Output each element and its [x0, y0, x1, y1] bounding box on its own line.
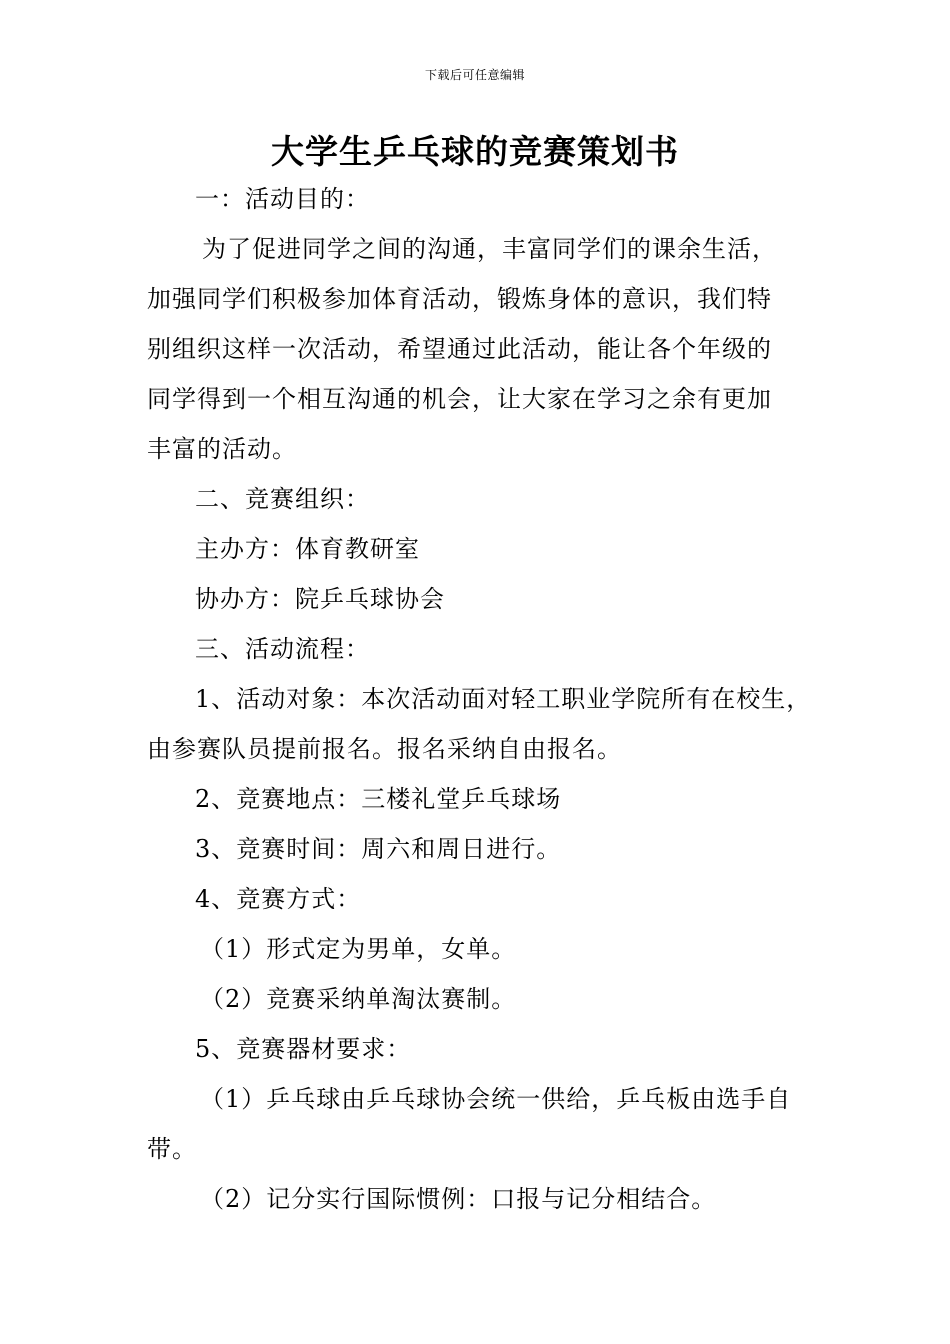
list-item: 1、活动对象：本次活动面对轻工职业学院所有在校生， — [195, 685, 812, 713]
organizer-line: 主办方：体育教研室 — [195, 535, 420, 563]
paragraph-line: 别组织这样一次活动，希望通过此活动，能让各个年级的 — [147, 335, 772, 363]
paragraph-line: 丰富的活动。 — [147, 435, 297, 463]
sub-list-item: （1）乒乓球由乒乓球协会统一供给，乒乓板由选手自 — [200, 1085, 792, 1113]
list-item: 3、竞赛时间：周六和周日进行。 — [195, 835, 562, 863]
section-heading-organization: 二、竞赛组织： — [195, 485, 370, 513]
sub-list-item: （2）竞赛采纳单淘汰赛制。 — [200, 985, 517, 1013]
list-item-continuation: 由参赛队员提前报名。报名采纳自由报名。 — [147, 735, 622, 763]
document-title: 大学生乒乓球的竞赛策划书 — [271, 132, 679, 171]
section-heading-purpose: 一：活动目的： — [195, 185, 370, 213]
sub-list-item: （1）形式定为男单，女单。 — [200, 935, 517, 963]
paragraph-line: 同学得到一个相互沟通的机会，让大家在学习之余有更加 — [147, 385, 772, 413]
paragraph-line: 加强同学们积极参加体育活动，锻炼身体的意识，我们特 — [147, 285, 772, 313]
paragraph-line: 为了促进同学之间的沟通，丰富同学们的课余生活， — [202, 235, 777, 263]
document-body — [147, 174, 812, 1224]
list-item: 4、竞赛方式： — [195, 885, 362, 913]
list-item: 5、竞赛器材要求： — [195, 1035, 412, 1063]
sub-list-item-continuation: 带。 — [147, 1135, 197, 1163]
header-note: 下载后可任意编辑 — [424, 68, 525, 82]
list-item: 2、竞赛地点：三楼礼堂乒乓球场 — [195, 785, 562, 813]
section-heading-process: 三、活动流程： — [195, 635, 370, 663]
co-organizer-line: 协办方：院乒乓球协会 — [195, 585, 445, 613]
sub-list-item: （2）记分实行国际惯例：口报与记分相结合。 — [200, 1185, 717, 1213]
